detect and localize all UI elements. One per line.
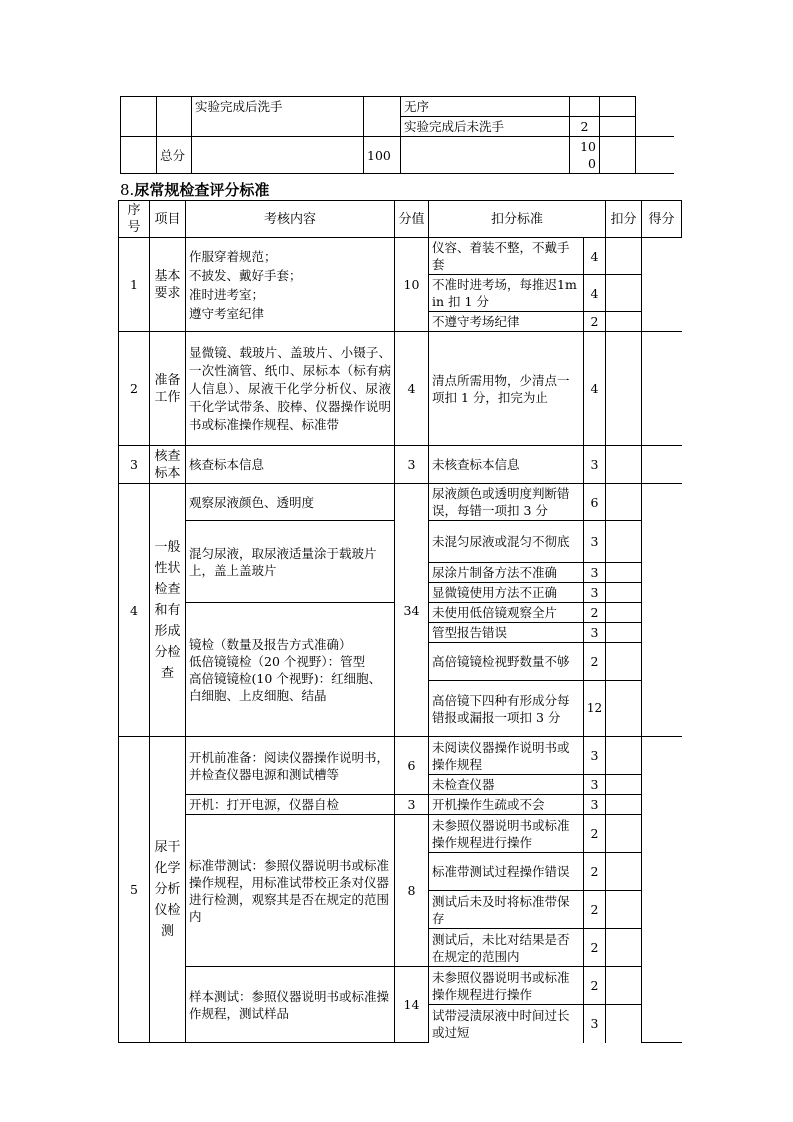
minus-cell (606, 446, 642, 484)
top-cell-empty (600, 137, 636, 174)
gain-cell (642, 737, 682, 1043)
urine-routine-score-table (118, 200, 682, 1043)
section-number: 8. (120, 181, 135, 199)
row5-deduction-9: 试带浸渍尿液中时间过长或过短 (429, 1005, 584, 1043)
top-cell-empty (570, 97, 600, 117)
minus-cell (606, 643, 642, 681)
top-content-cell: 实验完成后洗手 (192, 97, 364, 137)
row1-points-3: 2 (584, 312, 606, 332)
minus-cell (606, 521, 642, 563)
row3-deduction-1: 未核查标本信息 (429, 446, 584, 484)
row4-deduction-3: 尿涂片制备方法不准确 (429, 563, 584, 583)
row4-deduction-6: 管型报告错误 (429, 623, 584, 643)
row2-deduction-1: 清点所需用物，少清点一项扣 1 分，扣完为止 (429, 332, 584, 446)
minus-cell (606, 775, 642, 795)
row5-seq: 5 (119, 737, 150, 1043)
row5-points-3: 3 (584, 795, 606, 815)
total-score: 100 (364, 137, 401, 174)
top-cell-empty (636, 97, 674, 137)
gain-cell (642, 238, 682, 332)
minus-cell (606, 332, 642, 446)
row1-seq: 1 (119, 238, 150, 332)
row4-content-1: 观察尿液颜色、透明度 (186, 484, 395, 521)
top-deduction-cell: 实验完成后未洗手 (401, 117, 570, 137)
minus-cell (606, 967, 642, 1005)
top-cell-empty (121, 137, 157, 174)
row5-points-4: 2 (584, 815, 606, 853)
minus-cell (606, 484, 642, 521)
row5-deduction-4: 未参照仪器说明书或标准操作规程进行操作 (429, 815, 584, 853)
top-cell-empty (192, 137, 364, 174)
row5-content-2: 开机：打开电源，仪器自检 (186, 795, 395, 815)
row5-points-7: 2 (584, 929, 606, 967)
row1-deduction-3: 不遵守考场纪律 (429, 312, 584, 332)
row1-points-2: 4 (584, 275, 606, 312)
minus-cell (606, 275, 642, 312)
header-item: 项目 (150, 201, 186, 238)
row5-content-4: 样本测试：参照仪器说明书或标准操作规程，测试样品 (186, 967, 395, 1043)
row4-deduction-4: 显微镜使用方法不正确 (429, 583, 584, 603)
row4-deduction-2: 未混匀尿液或混匀不彻底 (429, 521, 584, 563)
row5-deduction-1: 未阅读仪器操作说明书或操作规程 (429, 737, 584, 775)
row2-score: 4 (395, 332, 429, 446)
minus-cell (606, 312, 642, 332)
minus-cell (606, 238, 642, 275)
total-label: 总分 (157, 137, 192, 174)
row5-score-2: 3 (395, 795, 429, 815)
header-score: 分值 (395, 201, 429, 238)
row2-points-1: 4 (584, 332, 606, 446)
gain-cell (642, 446, 682, 484)
row4-points-7: 2 (584, 643, 606, 681)
row1-points-1: 4 (584, 238, 606, 275)
header-content: 考核内容 (186, 201, 395, 238)
row5-deduction-5: 标准带测试过程操作错误 (429, 853, 584, 891)
row5-content-1: 开机前准备：阅读仪器操作说明书，并检查仪器电源和测试槽等 (186, 737, 395, 795)
row5-deduction-8: 未参照仪器说明书或标准操作规程进行操作 (429, 967, 584, 1005)
top-cell-empty (157, 97, 192, 137)
row3-score: 3 (395, 446, 429, 484)
top-cell-empty (636, 137, 674, 174)
row4-points-6: 3 (584, 623, 606, 643)
row5-deduction-3: 开机操作生疏或不会 (429, 795, 584, 815)
row4-points-1: 6 (584, 484, 606, 521)
table-row (119, 484, 682, 521)
section-heading (120, 179, 269, 200)
top-cell-empty (364, 97, 401, 137)
header-seq: 序号 (119, 201, 150, 238)
row4-deduction-8: 高倍镜下四种有形成分每错报或漏报一项扣 3 分 (429, 681, 584, 737)
minus-cell (606, 815, 642, 853)
row5-deduction-6: 测试后未及时将标准带保存 (429, 891, 584, 929)
row4-item: 一般性状检查和有形成分检查 (150, 484, 186, 737)
row1-item: 基本要求 (150, 238, 186, 332)
row5-score-3: 8 (395, 815, 429, 967)
minus-cell (606, 891, 642, 929)
row5-score-4: 14 (395, 967, 429, 1043)
row1-content: 作服穿着规范； 不披发、戴好手套； 准时进考室； 遵守考室纪律 (186, 238, 395, 332)
row5-points-1: 3 (584, 737, 606, 775)
row5-deduction-7: 测试后，未比对结果是否在规定的范围内 (429, 929, 584, 967)
table-row (119, 238, 682, 275)
row5-points-9: 3 (584, 1005, 606, 1043)
gain-cell (642, 332, 682, 446)
row4-points-3: 3 (584, 563, 606, 583)
row3-seq: 3 (119, 446, 150, 484)
row3-item: 核查标本 (150, 446, 186, 484)
row4-deduction-5: 未使用低倍镜观察全片 (429, 603, 584, 623)
row2-item: 准备工作 (150, 332, 186, 446)
row5-deduction-2: 未检查仪器 (429, 775, 584, 795)
section-title: 尿常规检查评分标准 (134, 181, 270, 199)
top-cell-empty (401, 137, 570, 174)
row4-points-4: 3 (584, 583, 606, 603)
minus-cell (606, 929, 642, 967)
row3-content: 核查标本信息 (186, 446, 395, 484)
row5-points-8: 2 (584, 967, 606, 1005)
row4-deduction-7: 高倍镜镜检视野数量不够 (429, 643, 584, 681)
minus-cell (606, 681, 642, 737)
table-row (119, 446, 682, 484)
table-row (119, 967, 682, 1005)
row4-points-8: 12 (584, 681, 606, 737)
row4-content-3: 镜检（数量及报告方式准确） 低倍镜镜检（20 个视野）：管型 高倍镜镜检(10 个视野)：红细胞、白细胞、上皮细胞、结晶 (186, 603, 395, 737)
row4-content-2: 混匀尿液，取尿液适量涂于载玻片上，盖上盖玻片 (186, 521, 395, 603)
row1-score: 10 (395, 238, 429, 332)
row4-points-5: 2 (584, 603, 606, 623)
header-minus: 扣分 (606, 201, 642, 238)
minus-cell (606, 583, 642, 603)
table-row (119, 795, 682, 815)
top-cell-empty (121, 97, 157, 137)
minus-cell (606, 623, 642, 643)
table-row (119, 332, 682, 446)
row3-points-1: 3 (584, 446, 606, 484)
table-header-row (119, 201, 682, 238)
row5-points-2: 3 (584, 775, 606, 795)
row2-content: 显微镜、载玻片、盖玻片、小镊子、一次性滴管、纸巾、尿标本（标有病人信息）、尿液干化学分析仪、尿液干化学试带条、胶棒、仪器操作说明书或标准操作规程、标准带 (186, 332, 395, 446)
top-deduction-cell: 无序 (401, 97, 570, 117)
row5-score-1: 6 (395, 737, 429, 795)
row2-seq: 2 (119, 332, 150, 446)
minus-cell (606, 603, 642, 623)
minus-cell (606, 795, 642, 815)
row1-deduction-2: 不准时进考场，每推迟1min 扣 1 分 (429, 275, 584, 312)
top-cell-empty (600, 117, 636, 137)
minus-cell (606, 737, 642, 775)
row5-points-6: 2 (584, 891, 606, 929)
previous-score-table (120, 96, 674, 174)
table-row (119, 737, 682, 775)
row5-item: 尿干化学分析仪检测 (150, 737, 186, 1043)
row4-deduction-1: 尿液颜色或透明度判断错误，每错一项扣 3 分 (429, 484, 584, 521)
minus-cell (606, 1005, 642, 1043)
row4-seq: 4 (119, 484, 150, 737)
row1-deduction-1: 仪容、着装不整，不戴手套 (429, 238, 584, 275)
minus-cell (606, 563, 642, 583)
total-score-2: 100 (570, 137, 600, 174)
top-points-cell: 2 (570, 117, 600, 137)
header-gain: 得分 (642, 201, 682, 238)
row4-score: 34 (395, 484, 429, 737)
top-cell-empty (600, 97, 636, 117)
row5-content-3: 标准带测试：参照仪器说明书或标准操作规程，用标准试带校正条对仪器进行检测，观察其是否在规定的范围内 (186, 815, 395, 967)
header-deduction: 扣分标准 (429, 201, 606, 238)
row5-points-5: 2 (584, 853, 606, 891)
table-row (119, 815, 682, 853)
gain-cell (642, 484, 682, 737)
row4-points-2: 3 (584, 521, 606, 563)
minus-cell (606, 853, 642, 891)
